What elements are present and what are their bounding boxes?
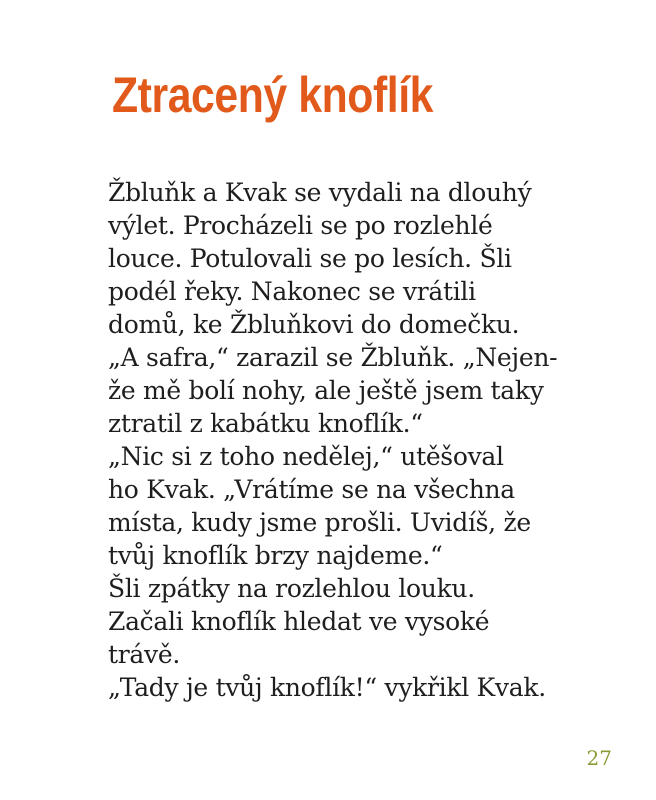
page-number: 27 xyxy=(586,746,612,770)
text-line: Začali knoflík hledat ve vysoké xyxy=(108,607,490,636)
text-line: „Nic si z toho nedělej,“ utěšoval xyxy=(108,442,504,471)
text-line: Žbluňk a Kvak se vydali na dlouhý xyxy=(108,178,532,207)
text-line: ho Kvak. „Vrátíme se na všechna xyxy=(108,475,515,504)
text-line: že mě bolí nohy, ale ještě jsem taky xyxy=(108,376,544,405)
text-line: louce. Potulovali se po lesích. Šli xyxy=(108,244,512,273)
text-line: tvůj knoflík brzy najdeme.“ xyxy=(108,541,443,570)
text-line: Šli zpátky na rozlehlou louku. xyxy=(108,574,475,603)
text-line: podél řeky. Nakonec se vrátili xyxy=(108,277,476,306)
text-line: domů, ke Žbluňkovi do domečku. xyxy=(108,310,520,339)
page-title: Ztracený knoflík xyxy=(112,67,434,123)
story-text xyxy=(108,176,608,704)
text-line: místa, kudy jsme prošli. Uvidíš, že xyxy=(108,508,531,537)
text-line: ztratil z kabátku knoflík.“ xyxy=(108,409,423,438)
text-line: výlet. Procházeli se po rozlehlé xyxy=(108,211,493,240)
text-line: „A safra,“ zarazil se Žbluňk. „Nejen- xyxy=(108,343,558,372)
text-line: „Tady je tvůj knoflík!“ vykřikl Kvak. xyxy=(108,673,546,702)
text-line: trávě. xyxy=(108,640,180,669)
